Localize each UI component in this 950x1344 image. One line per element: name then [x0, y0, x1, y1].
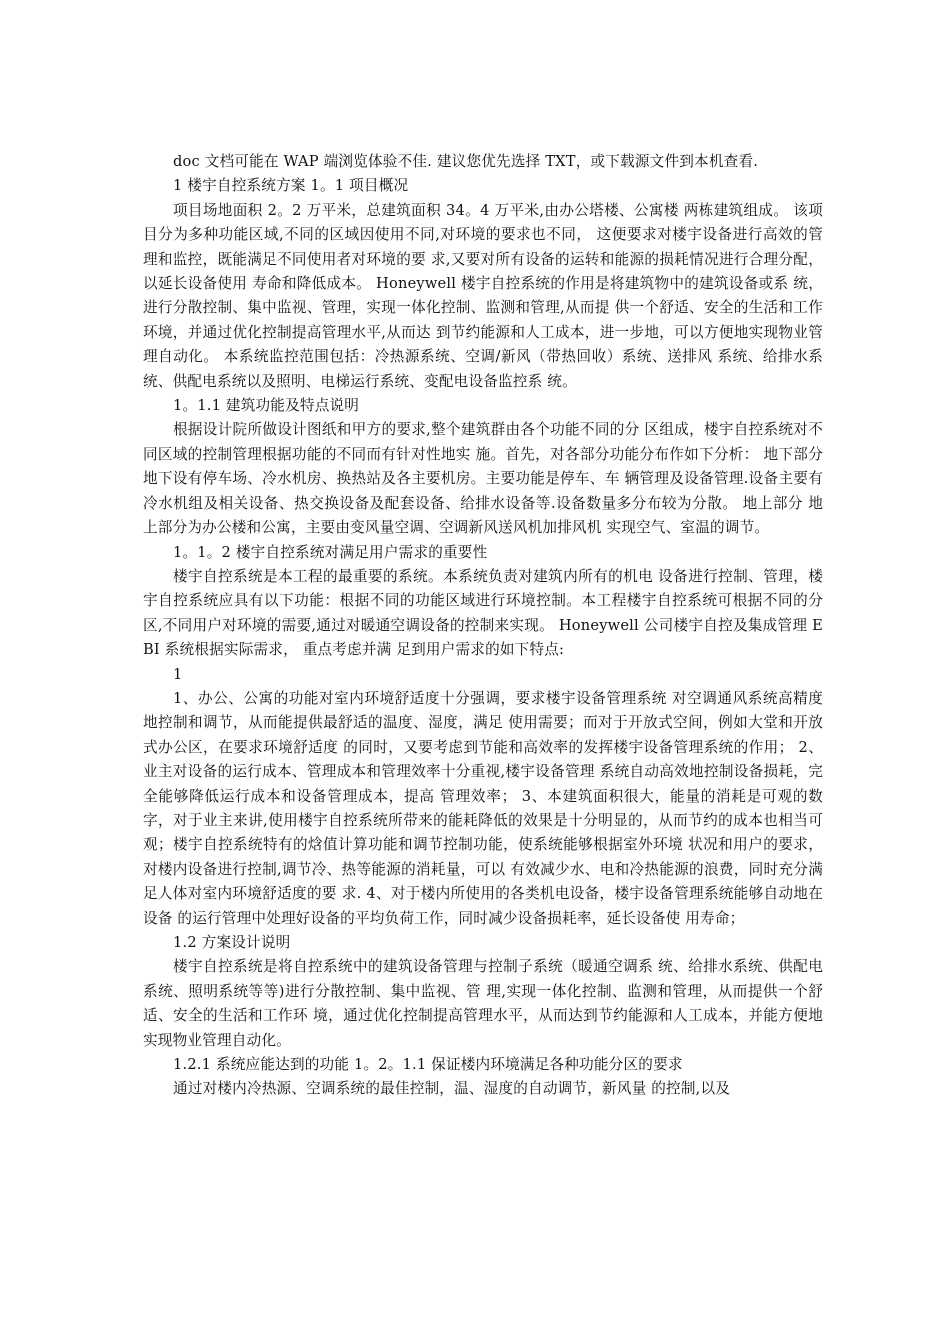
heading-1-1-1: 1。1.1 建筑功能及特点说明	[173, 397, 360, 415]
notice-paragraph: doc 文档可能在 WAP 端浏览体验不佳. 建议您优先选择 TXT，或下载源文件到本机查看.	[173, 153, 759, 170]
body-paragraph: 根据设计院所做设计图纸和甲方的要求,整个建筑群由各个功能不同的分 区组成，楼宇自控系统对不同区域的控制管理根据功能的不同而有针对性地实 施。首先，对各部分功能分布作如下分析： 地下部分 地下设有停车场、冷水机房、换热站及各主要机房。主要功能是停车、车 辆管理及设备管理.设备主要有冷水机组及相关设备、热交换设备及配套设备、给排水设备等.设备数量多分布较为分散。 地上部分 地上部分为办公楼和公寓，主要由变风量空调、空调新风送风机加排风机 实现空气、室温的调节。	[143, 421, 823, 537]
body-paragraph: 1、办公、公寓的功能对室内环境舒适度十分强调，要求楼宇设备管理系统 对空调通风系统高精度地控制和调节，从而能提供最舒适的温度、湿度，满足 使用需要；而对于开放式空间，例如大堂和开放式办公区，在要求环境舒适度 的同时，又要考虑到节能和高效率的发挥楼宇设备管理系统的作用； 2、业主对设备的运行成本、管理成本和管理效率十分重视,楼宇设备管理 系统自动高效地控制设备损耗，完全能够降低运行成本和设备管理成本，提高 管理效率； 3、本建筑面积很大，能量的消耗是可观的数字，对于业主来讲,使用楼宇自控系统所带来的能耗降低的效果是十分明显的，从而节约的成本也相当可观；楼宇自控系统特有的焓值计算功能和调节控制功能，使系统能够根据室外环境 状况和用户的要求，对楼内设备进行控制,调节冷、热等能源的消耗量，可以 有效减少水、电和冷热能源的浪费，同时充分满足人体对室内环境舒适度的要 求. 4、对于楼内所使用的各类机电设备，楼宇设备管理系统能够自动地在设备 的运行管理中处理好设备的平均负荷工作，同时减少设备损耗率，延长设备使 用寿命；	[143, 689, 823, 927]
body-paragraph: 项目场地面积 2。2 万平米，总建筑面积 34。4 万平米,由办公塔楼、公寓楼 两栋建筑组成。 该项目分为多种功能区域,不同的区域因使用不同,对环境的要求也不同， 这便要求对楼宇设备进行高效的管理和监控，既能满足不同使用者对环境的要 求,又要对所有设备的运转和能源的损耗情况进行合理分配，以延长设备使用 寿命和降低成本。 Honeywell 楼宇自控系统的作用是将建筑物中的建筑设备或系 统，进行分散控制、集中监视、管理，实现一体化控制、监测和管理,从而提 供一个舒适、安全的生活和工作环境，并通过优化控制提高管理水平,从而达 到节约能源和人工成本，进一步地，可以方便地实现物业管理自动化。 本系统监控范围包括：冷热源系统、空调/新风（带热回收）系统、送排风 系统、给排水系统、供配电系统以及照明、电梯运行系统、变配电设备监控系 统。	[143, 201, 823, 390]
heading-1-1-2: 1。1。2 楼宇自控系统对满足用户需求的重要性	[173, 543, 488, 561]
heading-1-project-overview: 1 楼宇自控系统方案 1。1 项目概况	[173, 177, 409, 195]
heading-1-2: 1.2 方案设计说明	[173, 934, 291, 951]
body-paragraph: 通过对楼内冷热源、空调系统的最佳控制，温、湿度的自动调节，新风量 的控制,以及	[173, 1080, 731, 1098]
body-paragraph: 楼宇自控系统是将自控系统中的建筑设备管理与控制子系统（暖通空调系 统、给排水系统、供配电系统、照明系统等等)进行分散控制、集中监视、管 理,实现一体化控制、监测和管理，从而提供一个舒适、安全的生活和工作环 境，通过优化控制提高管理水平，从而达到节约能源和人工成本，并能方便地 实现物业管理自动化。	[143, 958, 823, 1049]
page-number: 1	[173, 665, 183, 683]
heading-1-2-1: 1.2.1 系统应能达到的功能 1。2。1.1 保证楼内环境满足各种功能分区的要求	[173, 1056, 683, 1074]
document-page	[143, 150, 823, 1102]
body-paragraph: 楼宇自控系统是本工程的最重要的系统。本系统负责对建筑内所有的机电 设备进行控制、管理，楼宇自控系统应具有以下功能：根据不同的功能区域进行环境控制。本工程楼宇自控系统可根据不同的分 区,不同用户对环境的需要,通过对暖通空调设备的控制来实现。 Honeywell 公司楼宇自控及集成管理 EBI 系统根据实际需求， 重点考虑并满 足到用户需求的如下特点:	[143, 567, 823, 659]
